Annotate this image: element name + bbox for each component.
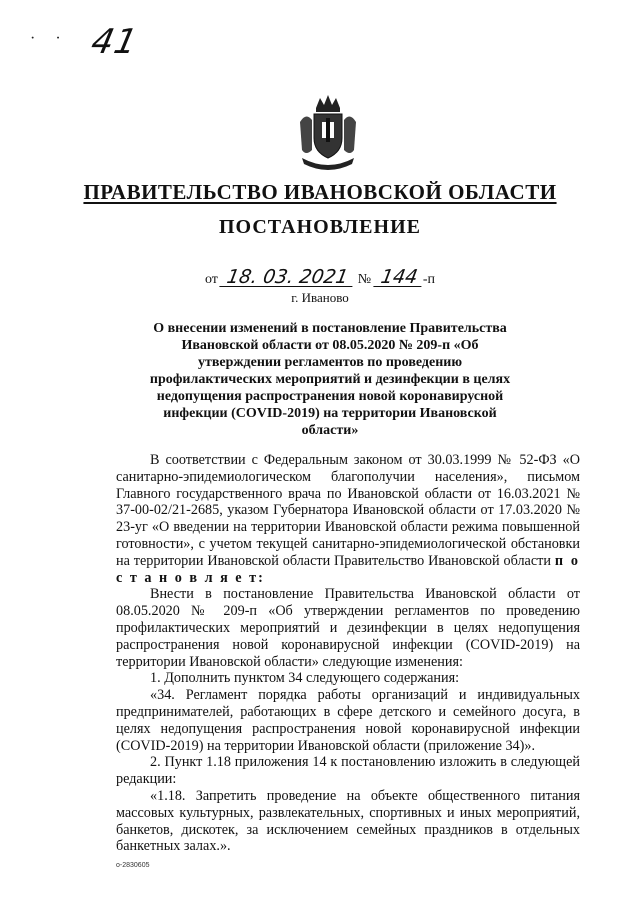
handwritten-margin-note: 41 — [87, 22, 142, 62]
footer-code: о-2830605 — [116, 862, 150, 869]
paragraph-amend: Внести в постановление Правительства Ивановской области от 08.05.2020 № 209-п «Об утверждении регламентов по проведению профилактических мероприятий и дезинфекции в целях недопущения распространения новой коронавирусной инфекции (COVID-2019) на территории Ивановской области» следующие изменения: — [116, 586, 580, 670]
number-suffix: -п — [422, 272, 436, 287]
number-prefix: № — [357, 272, 372, 287]
organization-title-text: ПРАВИТЕЛЬСТВО ИВАНОВСКОЙ ОБЛАСТИ — [83, 180, 557, 204]
paragraph-item-1-18: «1.18. Запретить проведение на объекте общественного питания массовых культурных, развлекательных, спортивных и иных мероприятий, банкетов, дискотек, за исключением семейных праздников в отдельных банкетных залах.». — [116, 787, 580, 855]
handwritten-date: 18. 03. 2021 — [220, 268, 356, 287]
document-type: ПОСТАНОВЛЕНИЕ — [219, 216, 421, 238]
paragraph-item-2: 2. Пункт 1.18 приложения 14 к постановлению изложить в следующей редакции: — [116, 754, 580, 788]
coat-of-arms-icon — [296, 92, 360, 174]
resolves-word: п о с т а н о в л я е т: — [116, 552, 580, 586]
document-heading: О внесении изменений в постановление Правительства Ивановской области от 08.05.2020 № 209-п «Об утверждении регламентов по проведению профилактических мероприятий и дезинфекции в целях недопущения распространения новой коронавирусной инфекции (COVID-2019) на территории Ивановской области» — [149, 321, 511, 438]
city: г. Иваново — [291, 290, 349, 305]
organization-title — [0, 180, 640, 205]
date-prefix: от — [204, 272, 218, 287]
paragraph-item-34: «34. Регламент порядка работы организаций и индивидуальных предпринимателей, работающих в сфере детского и семейного досуга, в целях недопущения распространения новой коронавирусной инфекции (COVID-2019) на территории Ивановской области (приложение 34)». — [116, 687, 580, 754]
margin-dots: · · — [30, 30, 61, 47]
handwritten-number: 144 — [373, 268, 425, 287]
paragraph-preamble — [116, 452, 580, 586]
date-number-line — [0, 268, 640, 288]
document-body — [116, 452, 580, 855]
preamble-text: В соответствии с Федеральным законом от 30.03.1999 № 52-ФЗ «О санитарно-эпидемиологическом благополучии населения», письмом Главного государственного врача по Ивановской области от 16.03.2021 № 37-00-02/21-2685, указом Губернатора Ивановской области от 17.03.2020 № 23-уг «О введении на территории Ивановской области режима повышенной готовности», с учетом текущей санитарно-эпидемиологической обстановки на территории Ивановской области Правительство Ивановской области — [116, 452, 580, 569]
paragraph-item-1: 1. Дополнить пунктом 34 следующего содержания: — [150, 670, 460, 687]
